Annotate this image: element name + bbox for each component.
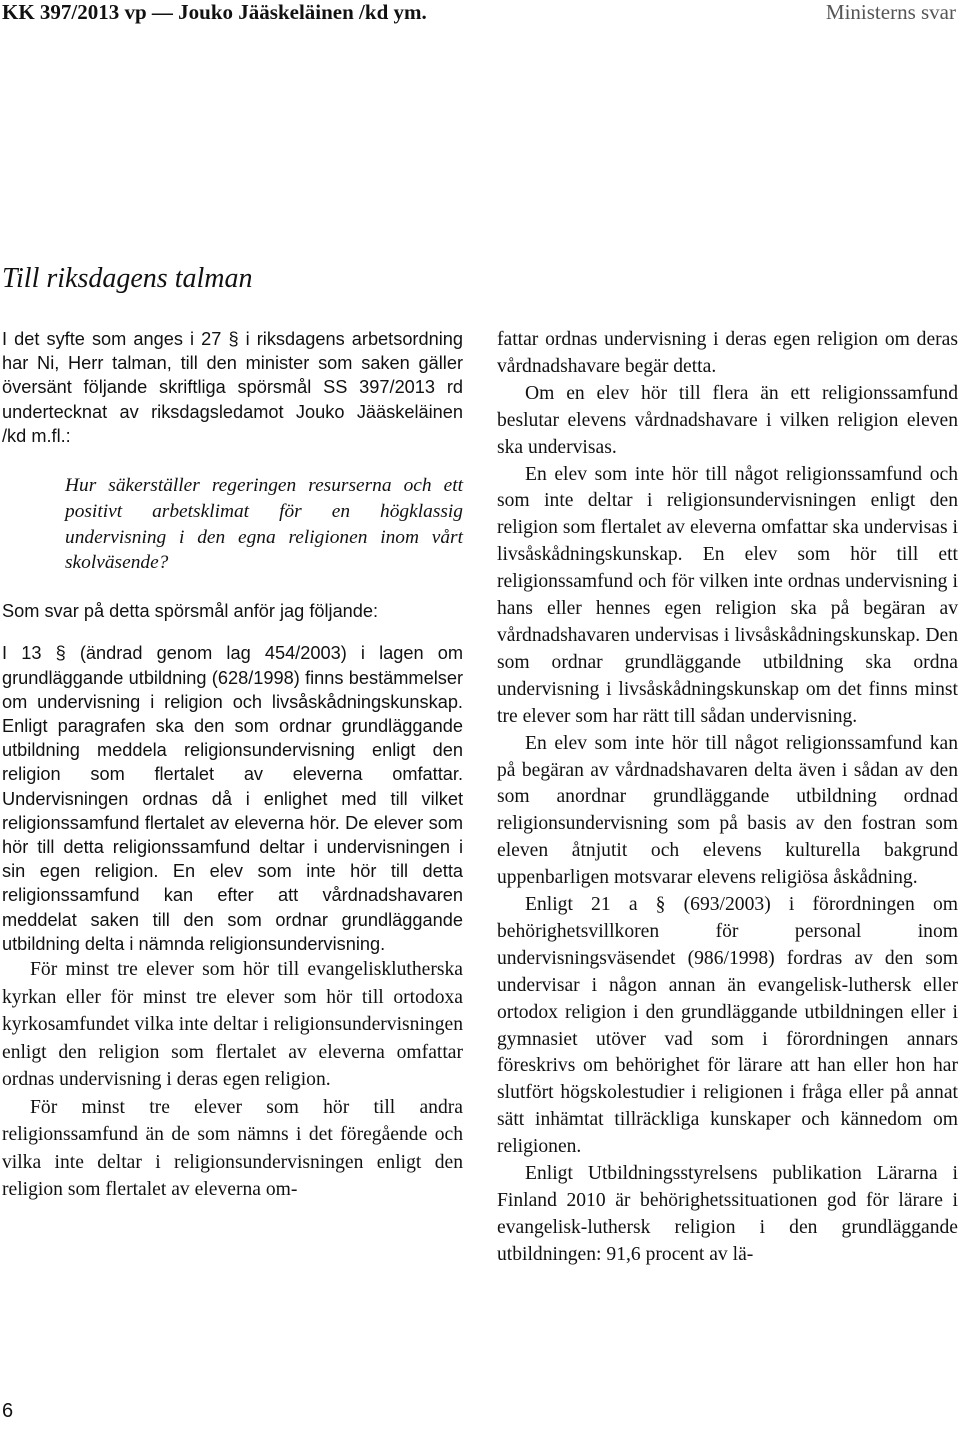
right-column — [497, 327, 958, 1269]
header-document-id: KK 397/2013 vp — Jouko Jääskeläinen /kd ym. — [2, 0, 427, 24]
header-section-title: Ministerns svar — [825, 0, 956, 24]
answer-intro: Som svar på detta spörsmål anför jag följande: — [2, 601, 379, 622]
paragraph-publication: Enligt Utbildningsstyrelsens publikation Lärarna i Finland 2010 är behörighetssituationen god för lärare i evangelisk-luthersk religion i den grundläggande utbildningen: 91,6 procent av lä- — [497, 1163, 958, 1265]
page-title: Till riksdagens talman — [2, 263, 253, 294]
paragraph-evangelical-orthodox: För minst tre elever som hör till evangelisklutherska kyrkan eller för minst tre elever som hör till ortodoxa kyrkosamfundet vilka inte deltar i religionsundervisningen enligt den religion som flertalet av eleverna omfattar ordnas undervisning i deras egen religion. — [2, 959, 463, 1091]
law-paragraph: I 13 § (ändrad genom lag 454/2003) i lagen om grundläggande utbildning (628/1998) finns bestämmelser om undervisning i religion och livsåskådningskunskap. Enligt paragrafen ska den som ordnar grundläggande utbildning meddela religionsundervisning enligt den religion som flertalet av eleverna omfattar. Undervisningen ordnas då i enlighet med till vilket religionssamfund flertalet av eleverna hör. De elever som hör till detta religionssamfund deltar i undervisningen i sin egen religion. En elev som inte hör till detta religionssamfund kan efter att vårdnadshavaren meddelat saken till den som ordnar grundläggande utbildning delta i nämnda religionsundervisning. — [2, 643, 463, 954]
page-number: 6 — [2, 1400, 14, 1422]
paragraph-life-stance: En elev som inte hör till något religionssamfund och som inte deltar i religionsundervisningen enligt den religion som flertalet av eleverna omfattar ska undervisas i livsåskådningskunskap. En elev som hör till ett religionssamfund och för vilken inte ordnas undervisning i hans eller hennes egen religion ska på begäran av vårdnadshavaren undervisas i livsåskådningskunskap. Den som ordnar grundläggande utbildning ska ordna undervisning i livsåskådningskunskap om det finns minst tre elever som har rätt till sådan undervisning. — [497, 463, 958, 727]
paragraph-other-religions: För minst tre elever som hör till andra religionssamfund än de som nämns i det föregående och vilka inte deltar i religionsundervisningen enligt den religion som flertalet av eleverna om- — [2, 1096, 463, 1201]
intro-paragraph: I det syfte som anges i 27 § i riksdagens arbetsordning har Ni, Herr talman, till den minister som saken gäller översänt följande skriftliga spörsmål SS 397/2013 rd undertecknat av riksdagsledamot Jouko Jääskeläinen /kd m.fl.: — [2, 329, 463, 446]
paragraph-non-member: En elev som inte hör till något religionssamfund kan på begäran av vårdnadshavaren delta även i sådan av den som anordnar grundläggande utbildning ordnad religionsundervisning som på basis av den fostran som eleven åtnjutit och elevens kulturella bakgrund uppenbarligen motsvarar elevens religiösa åskådning. — [497, 732, 958, 889]
paragraph-qualifications: Enligt 21 a § (693/2003) i förordningen om behörighetsvillkoren för personal inom undervisningsväsendet (986/1998) fordras av den som undervisar i någon annan än evangelisk-luthersk eller ortodox religion i den grundläggande utbildningen eller i gymnasiet utöver vad som i förordningen annars föreskrivs om behörighet för lärare att han eller hon har slutfört högskolestudier i religionen i fråga eller på annat sätt inhämtat tillräckliga kunskaper och kännedom om religionen. — [497, 894, 958, 1158]
question-text: Hur säkerställer regeringen resurserna och ett positivt arbetsklimat för en högklassig undervisning i den egna religionen inom vårt skolväsende? — [65, 475, 463, 574]
left-column — [2, 327, 463, 1204]
paragraph-continued: fattar ordnas undervisning i deras egen religion om deras vårdnadshavare begär detta. — [497, 329, 958, 377]
paragraph-multiple-communities: Om en elev hör till flera än ett religionssamfund beslutar elevens vårdnadshavare i vilken religion eleven ska undervisas. — [497, 382, 958, 458]
running-header — [0, 0, 960, 28]
